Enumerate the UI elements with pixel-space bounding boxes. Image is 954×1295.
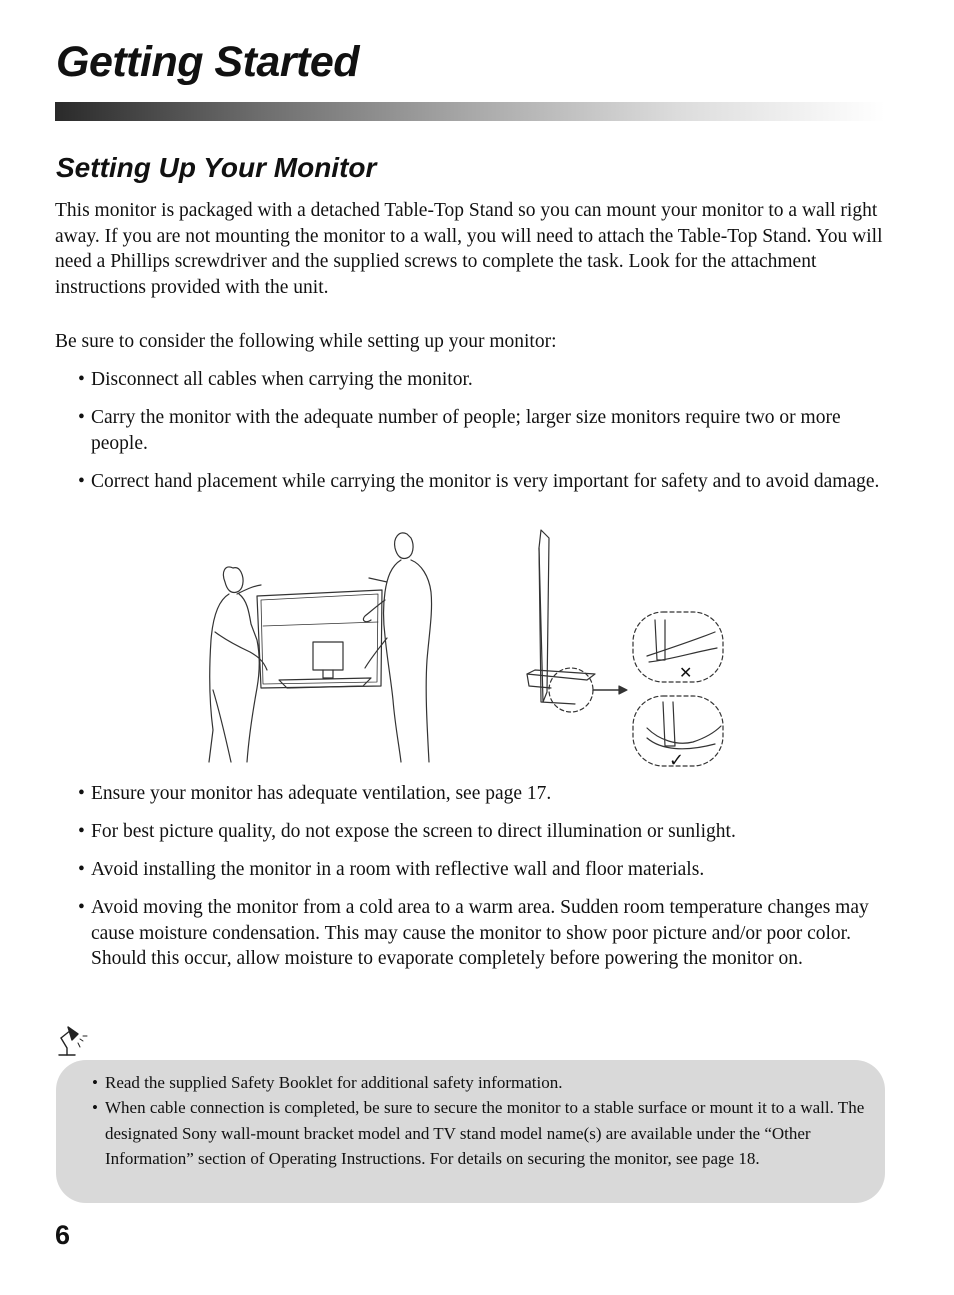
list-item: • Carry the monitor with the adequate number of people; larger size monitors require two or more people.	[78, 405, 901, 456]
list-item: • Avoid installing the monitor in a room with reflective wall and floor materials.	[78, 857, 901, 883]
intro-paragraph: This monitor is packaged with a detached Table-Top Stand so you can mount your monitor to a wall right away. If you are not mounting the monitor to a wall, you will need to attach the Table-Top Stand. You will need a Phillips screwdriver and the supplied screws to complete the task. Look for the attachment instructions provided with the unit.	[55, 200, 883, 298]
list-item: • Correct hand placement while carrying the monitor is very important for safety and to avoid damage.	[78, 469, 901, 495]
grip-detail-right	[633, 696, 723, 771]
desk-lamp-icon	[56, 1024, 96, 1058]
person-right-figure	[363, 533, 431, 762]
grip-detail-wrong	[633, 612, 723, 682]
consider-intro: Be sure to consider the following while setting up your monitor:	[55, 331, 557, 352]
title-gradient-bar	[55, 102, 885, 121]
note-item: • Read the supplied Safety Booklet for additional safety information.	[92, 1070, 875, 1096]
note-item: • When cable connection is completed, be sure to secure the monitor to a stable surface or mount it to a wall. The designated Sony wall-mount bracket model and TV stand model name(s) are available under the “Other Information” section of Operating Instructions. For details on securing the monitor, see page 18.	[92, 1095, 875, 1172]
list-item: • Disconnect all cables when carrying the monitor.	[78, 367, 901, 393]
monitor-side-view	[527, 530, 627, 712]
list-item: • Ensure your monitor has adequate ventilation, see page 17.	[78, 781, 901, 807]
monitor-carried	[257, 590, 382, 688]
section-title: Setting Up Your Monitor	[56, 152, 377, 183]
page-title: Getting Started	[56, 38, 360, 86]
wrong-mark: ✕	[679, 663, 693, 682]
list-item: • Avoid moving the monitor from a cold area to a warm area. Sudden room temperature changes may cause moisture condensation. This may cause the monitor to show poor picture and/or poor color. Should this occur, allow moisture to evaporate completely before powering the monitor on.	[78, 895, 901, 972]
page-number: 6	[55, 1220, 71, 1250]
right-mark: ✓	[669, 750, 685, 771]
carrying-illustration	[195, 520, 735, 775]
list-item: • For best picture quality, do not expose the screen to direct illumination or sunlight.	[78, 819, 901, 845]
